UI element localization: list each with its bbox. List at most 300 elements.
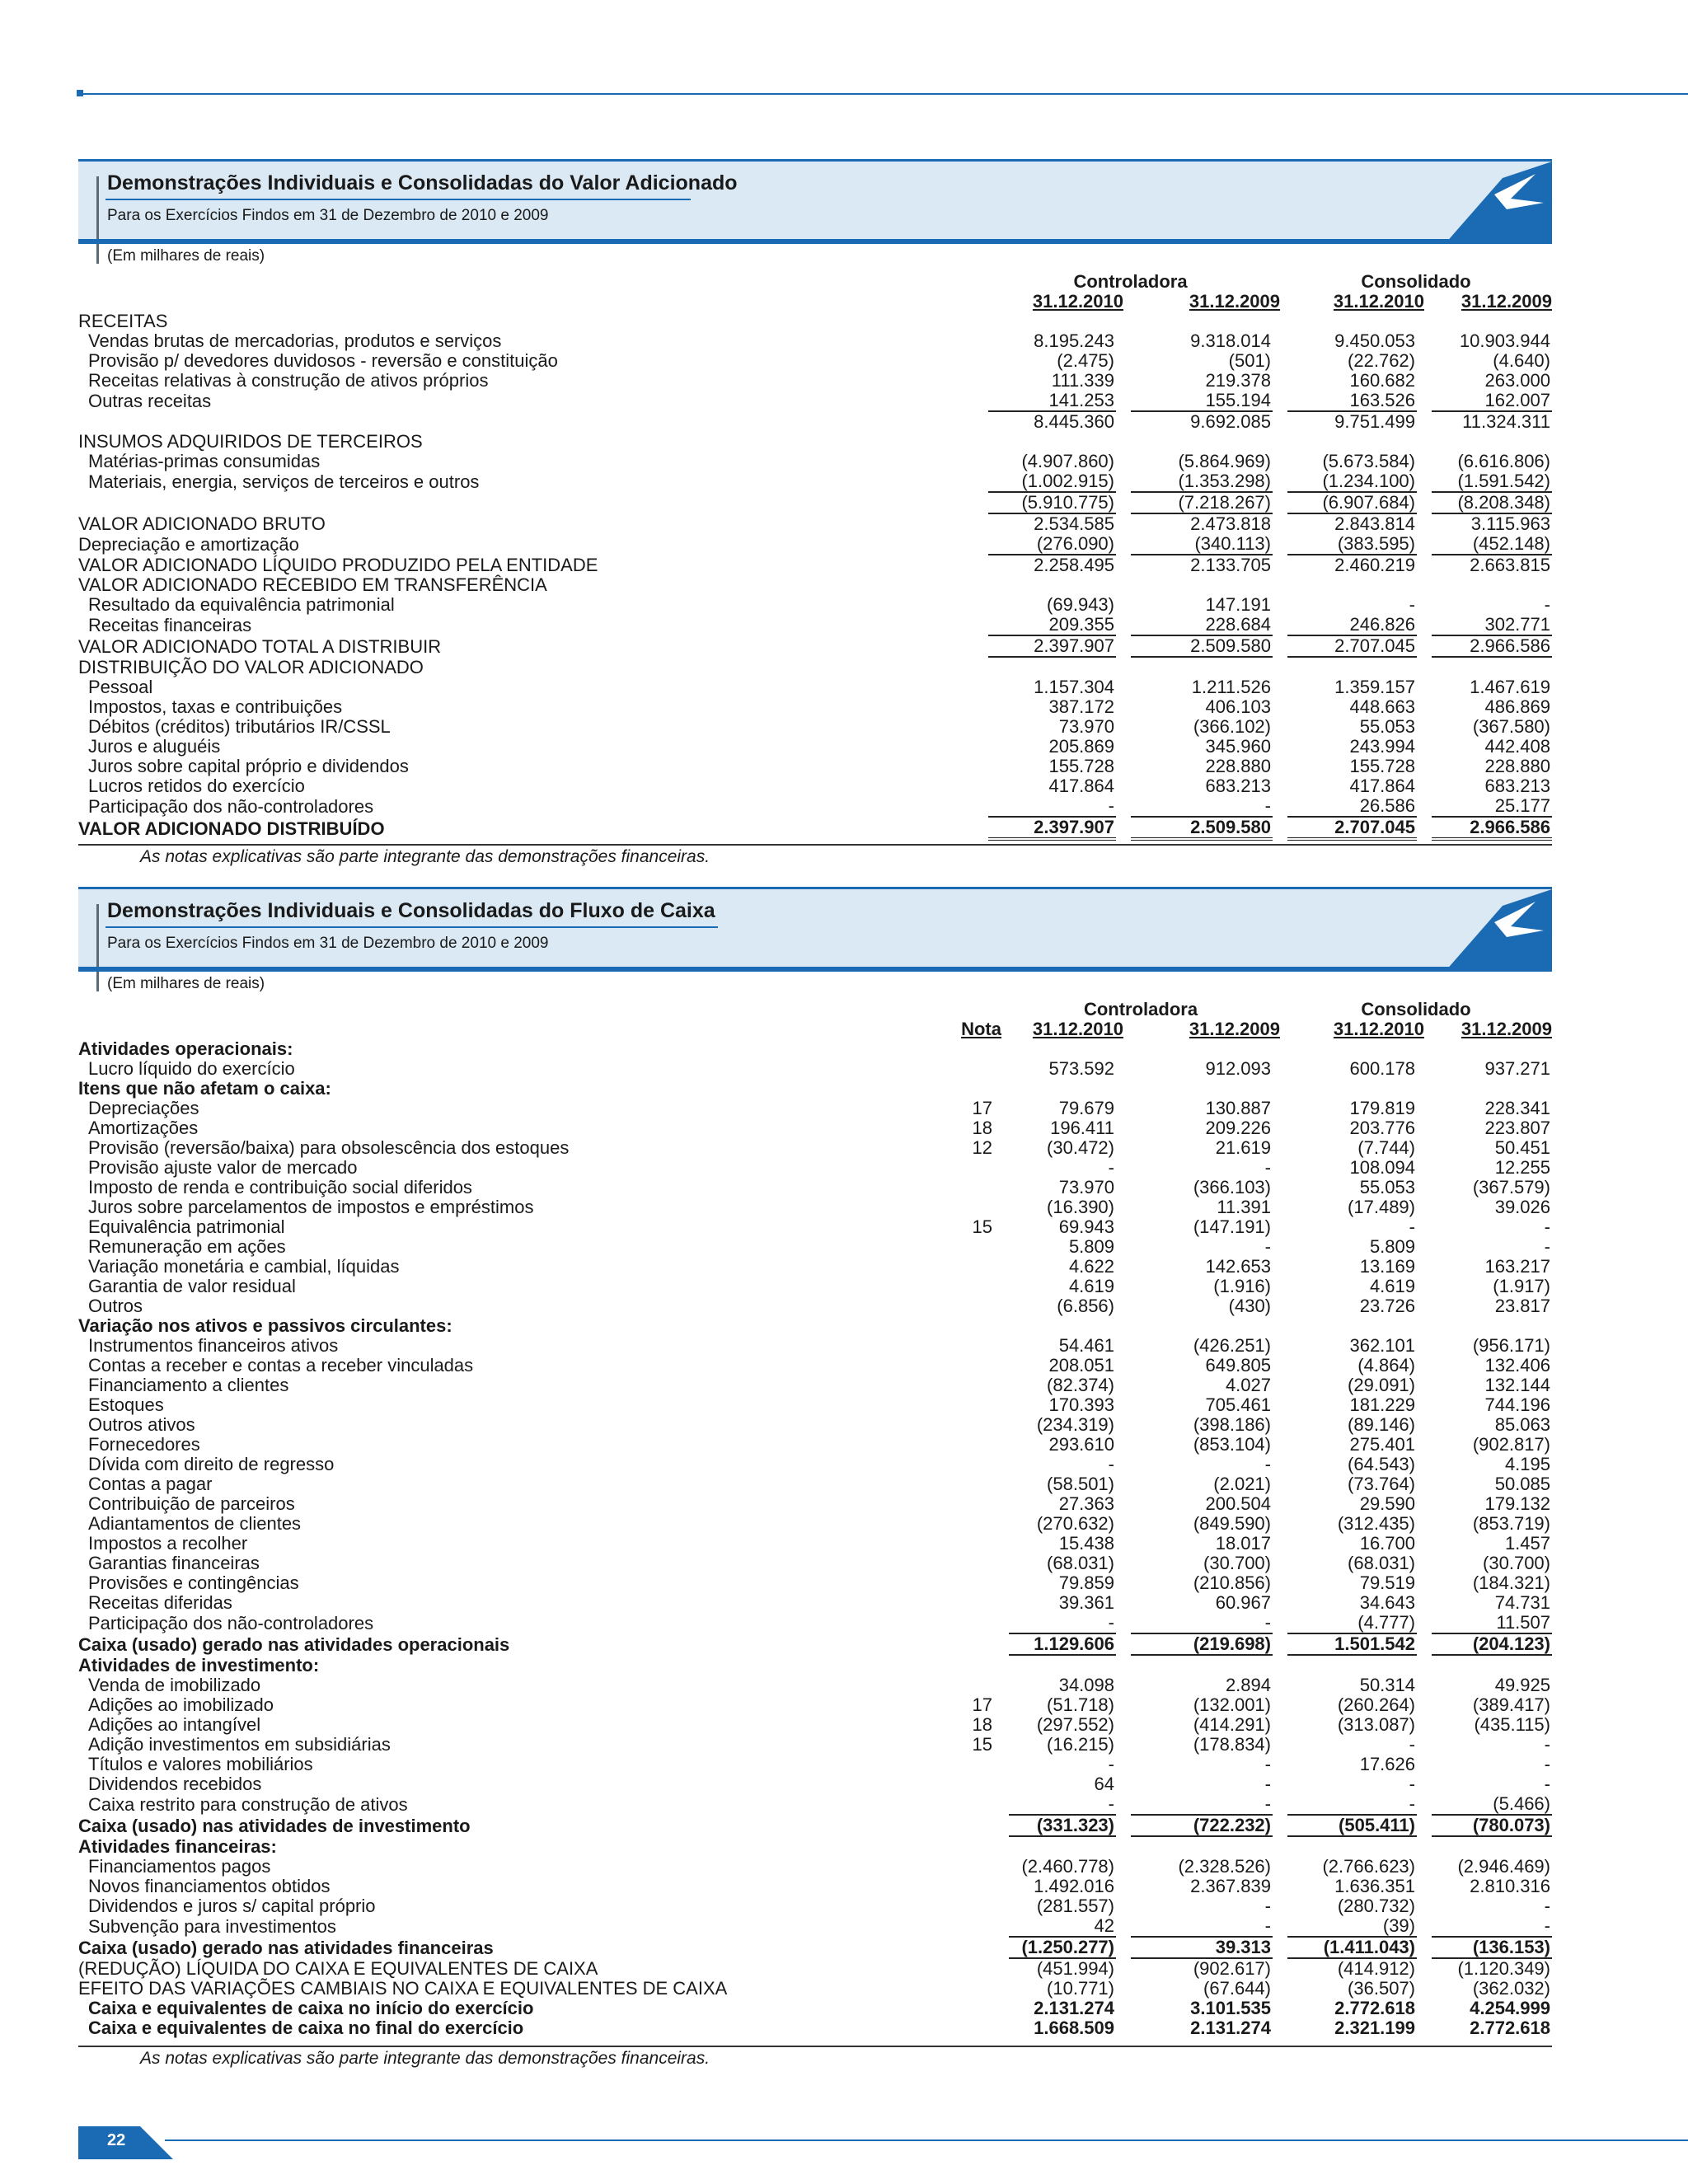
row-label: Provisão ajuste valor de mercado bbox=[88, 1157, 358, 1178]
table-row bbox=[78, 555, 1552, 575]
row-value: - bbox=[1123, 1794, 1280, 1815]
row-value: (132.001) bbox=[1193, 1694, 1271, 1715]
row-value: 160.682 bbox=[1349, 370, 1415, 391]
row-value: 85.063 bbox=[1494, 1414, 1550, 1435]
row-label: VALOR ADICIONADO BRUTO bbox=[78, 513, 326, 534]
row-value: 163.526 bbox=[1280, 391, 1424, 411]
col-header: 31.12.2010 bbox=[1333, 1019, 1424, 1039]
row-value: (270.632) bbox=[1036, 1513, 1114, 1534]
row-nota bbox=[948, 757, 981, 776]
row-value: 79.679 bbox=[1058, 1098, 1114, 1118]
table-row bbox=[78, 1896, 1552, 1916]
row-value: (312.435) bbox=[1337, 1513, 1415, 1534]
row-value: - bbox=[1544, 1896, 1550, 1916]
row-nota bbox=[865, 1857, 1001, 1877]
row-nota bbox=[865, 1613, 1001, 1633]
row-value: 2.473.818 bbox=[1190, 513, 1271, 534]
table-row bbox=[78, 513, 1552, 534]
table-row bbox=[78, 1916, 1552, 1937]
row-label: Remuneração em ações bbox=[88, 1236, 286, 1257]
row-value: (853.719) bbox=[1472, 1513, 1550, 1534]
row-value bbox=[1123, 432, 1280, 452]
row-label: Depreciação e amortização bbox=[78, 534, 299, 555]
row-value: 573.592 bbox=[1048, 1058, 1114, 1079]
row-value: - bbox=[1280, 1794, 1424, 1815]
row-label: Pessoal bbox=[88, 677, 153, 697]
row-value: 1.457 bbox=[1504, 1533, 1550, 1554]
row-value: 1.467.619 bbox=[1470, 677, 1550, 697]
row-value bbox=[981, 312, 1123, 331]
row-value bbox=[1123, 575, 1280, 595]
table-row bbox=[78, 1099, 1552, 1118]
row-value: (2.021) bbox=[1213, 1474, 1271, 1494]
table-row bbox=[78, 312, 1552, 331]
row-value: 79.519 bbox=[1359, 1572, 1415, 1593]
row-value: (5.864.969) bbox=[1178, 451, 1271, 471]
row-value: 60.967 bbox=[1215, 1592, 1271, 1613]
row-nota bbox=[865, 1336, 1001, 1356]
header-bottom-rule bbox=[78, 967, 1552, 972]
row-nota bbox=[948, 737, 981, 757]
row-nota bbox=[865, 1158, 1001, 1178]
row-value: (1.353.298) bbox=[1123, 471, 1280, 492]
table-row bbox=[78, 1554, 1552, 1573]
row-value: 8.195.243 bbox=[1034, 330, 1114, 351]
row-value bbox=[1280, 1039, 1424, 1059]
row-label: Provisão p/ devedores duvidosos - reversão e constituição bbox=[88, 350, 558, 371]
dva-title: Demonstrações Individuais e Consolidadas do Valor Adicionado bbox=[107, 171, 738, 194]
row-value: 11.324.311 bbox=[1462, 411, 1550, 432]
row-value bbox=[1424, 312, 1552, 331]
row-value: - bbox=[1123, 796, 1280, 817]
row-value: 34.643 bbox=[1359, 1592, 1415, 1613]
row-value: 108.094 bbox=[1349, 1157, 1415, 1178]
row-value: 179.819 bbox=[1349, 1098, 1415, 1118]
row-value: (2.766.623) bbox=[1322, 1856, 1415, 1877]
row-value: 2.966.586 bbox=[1424, 635, 1552, 657]
group-consolidado: Consolidado bbox=[1361, 271, 1471, 292]
row-value: 442.408 bbox=[1484, 736, 1550, 757]
row-label: Financiamentos pagos bbox=[88, 1856, 271, 1877]
row-label: Receitas financeiras bbox=[88, 615, 252, 635]
row-value: 29.590 bbox=[1359, 1493, 1415, 1514]
row-nota bbox=[865, 1197, 1001, 1217]
row-value: 2.663.815 bbox=[1470, 555, 1550, 575]
row-value: 111.339 bbox=[1051, 370, 1114, 391]
row-value: 9.318.014 bbox=[1190, 330, 1271, 351]
row-value: (260.264) bbox=[1337, 1694, 1415, 1715]
row-value: 2.397.907 bbox=[981, 635, 1123, 657]
table-row bbox=[78, 534, 1552, 555]
row-value: 2.397.907 bbox=[981, 817, 1123, 839]
row-value: 293.610 bbox=[1048, 1434, 1114, 1455]
row-label: Vendas brutas de mercadorias, produtos e serviços bbox=[88, 330, 502, 351]
top-rule bbox=[78, 93, 1688, 95]
row-value bbox=[1280, 432, 1424, 452]
row-nota: 18 bbox=[972, 1118, 992, 1138]
row-label: Juros sobre capital próprio e dividendos bbox=[88, 756, 409, 776]
row-value: 203.776 bbox=[1349, 1118, 1415, 1138]
row-label: Novos financiamentos obtidos bbox=[88, 1876, 331, 1896]
table-row bbox=[78, 1514, 1552, 1534]
row-value: (69.943) bbox=[1047, 594, 1114, 615]
row-value: 39.361 bbox=[1058, 1592, 1114, 1613]
row-value: 209.226 bbox=[1205, 1118, 1271, 1138]
row-value: (30.700) bbox=[1483, 1553, 1550, 1573]
row-value: (5.466) bbox=[1424, 1794, 1552, 1815]
col-header: 31.12.2009 bbox=[1461, 1019, 1552, 1039]
row-value: 937.271 bbox=[1484, 1058, 1550, 1079]
row-value: (451.994) bbox=[1036, 1958, 1114, 1979]
table-row bbox=[78, 1079, 1552, 1099]
row-value: 2.460.219 bbox=[1334, 555, 1415, 575]
table-row bbox=[78, 1794, 1552, 1815]
row-value: (204.123) bbox=[1424, 1633, 1552, 1655]
row-value: (6.856) bbox=[1057, 1296, 1114, 1316]
row-value: 208.051 bbox=[1048, 1355, 1114, 1376]
row-label: (REDUÇÃO) LÍQUIDA DO CAIXA E EQUIVALENTES DE CAIXA bbox=[78, 1958, 598, 1979]
row-value: - bbox=[1108, 1754, 1114, 1774]
row-value: 649.805 bbox=[1205, 1355, 1271, 1376]
table-row bbox=[78, 1395, 1552, 1415]
row-value: (2.460.778) bbox=[1021, 1856, 1114, 1877]
row-value: (7.744) bbox=[1357, 1137, 1415, 1158]
row-value: 2.509.580 bbox=[1123, 817, 1280, 839]
dfc-header bbox=[78, 887, 1552, 972]
row-label: Instrumentos financeiros ativos bbox=[88, 1335, 339, 1356]
row-value: 205.869 bbox=[1048, 736, 1114, 757]
row-value: 2.772.618 bbox=[1470, 2018, 1550, 2038]
row-label: Participação dos não-controladores bbox=[88, 1613, 374, 1633]
row-value: 705.461 bbox=[1205, 1394, 1271, 1415]
row-value: 683.213 bbox=[1484, 776, 1550, 796]
row-value: - bbox=[1409, 1774, 1415, 1794]
row-nota bbox=[865, 1514, 1001, 1534]
row-label: EFEITO DAS VARIAÇÕES CAMBIAIS NO CAIXA E EQUIVALENTES DE CAIXA bbox=[78, 1978, 728, 1999]
row-nota bbox=[865, 1534, 1001, 1554]
row-value: 79.859 bbox=[1058, 1572, 1114, 1593]
row-value: - bbox=[981, 796, 1123, 817]
row-value: (331.323) bbox=[1001, 1815, 1123, 1836]
row-label: Venda de imobilizado bbox=[88, 1675, 261, 1695]
row-value: 1.492.016 bbox=[1034, 1876, 1114, 1896]
row-value: (67.644) bbox=[1203, 1978, 1271, 1999]
row-value: 5.809 bbox=[1068, 1236, 1114, 1257]
row-value: (147.191) bbox=[1193, 1216, 1271, 1237]
row-label: Itens que não afetam o caixa: bbox=[78, 1078, 331, 1099]
row-value: (367.580) bbox=[1472, 716, 1550, 737]
row-nota bbox=[948, 312, 981, 331]
table-row bbox=[78, 1138, 1552, 1158]
table-row bbox=[78, 1415, 1552, 1435]
row-value bbox=[1424, 1655, 1552, 1675]
row-value: (36.507) bbox=[1348, 1978, 1415, 1999]
row-label: Amortizações bbox=[88, 1118, 199, 1138]
row-label: Adição investimentos em subsidiárias bbox=[88, 1734, 391, 1755]
row-value: 4.619 bbox=[1068, 1276, 1114, 1296]
row-value: 3.115.963 bbox=[1470, 513, 1550, 534]
table-row bbox=[78, 1633, 1552, 1655]
row-value: (430) bbox=[1228, 1296, 1271, 1316]
row-value: (853.104) bbox=[1193, 1434, 1271, 1455]
row-label: Impostos a recolher bbox=[88, 1533, 248, 1554]
row-value: (1.120.349) bbox=[1457, 1958, 1550, 1979]
row-value: 3.101.535 bbox=[1190, 1998, 1271, 2018]
dfc-footnote: As notas explicativas são parte integrante das demonstrações financeiras. bbox=[140, 2049, 710, 2068]
row-value: 162.007 bbox=[1424, 391, 1552, 411]
row-label: Variação nos ativos e passivos circulantes: bbox=[78, 1315, 452, 1336]
row-nota bbox=[865, 1877, 1001, 1896]
table-row bbox=[78, 1494, 1552, 1514]
row-value: 406.103 bbox=[1205, 696, 1271, 717]
row-value: (5.910.775) bbox=[981, 492, 1123, 513]
row-value: 417.864 bbox=[1349, 776, 1415, 796]
row-label: Fornecedores bbox=[88, 1434, 200, 1455]
row-nota bbox=[948, 513, 981, 534]
row-value: 18.017 bbox=[1215, 1533, 1271, 1554]
row-value: (89.146) bbox=[1348, 1414, 1415, 1435]
row-value: 744.196 bbox=[1484, 1394, 1550, 1415]
row-value: 42 bbox=[1001, 1916, 1123, 1937]
row-value: 39.313 bbox=[1123, 1937, 1280, 1958]
row-value: 179.132 bbox=[1484, 1493, 1550, 1514]
table-row bbox=[78, 1217, 1552, 1237]
row-nota bbox=[865, 1916, 1001, 1937]
row-value bbox=[1123, 1039, 1280, 1059]
row-value bbox=[1424, 1039, 1552, 1059]
row-nota bbox=[948, 391, 981, 411]
row-value: 263.000 bbox=[1484, 370, 1550, 391]
row-label: Caixa e equivalentes de caixa no início do exercício bbox=[88, 1998, 534, 2018]
table-row bbox=[78, 677, 1552, 697]
row-nota bbox=[865, 1039, 1001, 1059]
row-nota bbox=[865, 2018, 1001, 2038]
row-value: (68.031) bbox=[1348, 1553, 1415, 1573]
row-label: Resultado da equivalência patrimonial bbox=[88, 594, 395, 615]
dva-header bbox=[78, 159, 1552, 244]
row-value: 4.622 bbox=[1068, 1256, 1114, 1277]
page-number: 22 bbox=[107, 2131, 126, 2149]
table-row bbox=[78, 2018, 1552, 2038]
row-nota bbox=[865, 1774, 1001, 1794]
row-value: 2.131.274 bbox=[1034, 1998, 1114, 2018]
row-value: (30.472) bbox=[1047, 1137, 1114, 1158]
dva-end-rule bbox=[78, 844, 1552, 846]
row-value: 4.254.999 bbox=[1470, 1998, 1550, 2018]
nota-header: Nota bbox=[961, 1019, 1001, 1039]
row-value: (184.321) bbox=[1472, 1572, 1550, 1593]
row-value: (362.032) bbox=[1472, 1978, 1550, 1999]
table-row bbox=[78, 1593, 1552, 1613]
row-value: (452.148) bbox=[1424, 534, 1552, 555]
row-value: (780.073) bbox=[1424, 1815, 1552, 1836]
row-nota bbox=[865, 1794, 1001, 1815]
row-value: (366.102) bbox=[1193, 716, 1271, 737]
table-row bbox=[78, 1937, 1552, 1958]
row-label: Caixa (usado) nas atividades de investimento bbox=[78, 1816, 471, 1836]
row-value: (414.291) bbox=[1193, 1714, 1271, 1735]
table-row bbox=[78, 1435, 1552, 1455]
row-value bbox=[1001, 1316, 1123, 1336]
row-label: Atividades de investimento: bbox=[78, 1655, 320, 1675]
row-value: (366.103) bbox=[1193, 1177, 1271, 1197]
group-consolidado: Consolidado bbox=[1361, 999, 1471, 1019]
row-value: (1.917) bbox=[1493, 1276, 1550, 1296]
row-nota bbox=[948, 677, 981, 697]
row-value: 228.684 bbox=[1123, 615, 1280, 635]
row-nota: 12 bbox=[972, 1137, 992, 1158]
row-nota: 15 bbox=[972, 1734, 992, 1755]
row-nota bbox=[948, 471, 981, 492]
row-value: 387.172 bbox=[1048, 696, 1114, 717]
row-value: 34.098 bbox=[1058, 1675, 1114, 1695]
row-value: 600.178 bbox=[1349, 1058, 1415, 1079]
row-value bbox=[1424, 1316, 1552, 1336]
table-row bbox=[78, 1296, 1552, 1316]
row-value: 219.378 bbox=[1205, 370, 1271, 391]
table-row bbox=[78, 1735, 1552, 1755]
row-value: (17.489) bbox=[1348, 1197, 1415, 1217]
row-label: Depreciações bbox=[88, 1098, 199, 1118]
row-value: - bbox=[1544, 594, 1550, 615]
table-row bbox=[78, 1118, 1552, 1138]
row-nota bbox=[948, 492, 981, 513]
row-nota bbox=[948, 817, 981, 839]
row-value bbox=[1001, 1836, 1123, 1857]
row-nota bbox=[948, 697, 981, 717]
row-label: Impostos, taxas e contribuições bbox=[88, 696, 343, 717]
row-value bbox=[1280, 1316, 1424, 1336]
row-value bbox=[1123, 1079, 1280, 1099]
row-value: (389.417) bbox=[1472, 1694, 1550, 1715]
row-value: - bbox=[1001, 1794, 1123, 1815]
row-value: 15.438 bbox=[1058, 1533, 1114, 1554]
row-label: Caixa (usado) gerado nas atividades operacionais bbox=[78, 1634, 510, 1655]
row-value: 17.626 bbox=[1359, 1754, 1415, 1774]
row-value: (210.856) bbox=[1193, 1572, 1271, 1593]
bottom-rule bbox=[165, 2139, 1688, 2141]
row-value: (7.218.267) bbox=[1123, 492, 1280, 513]
row-label: Adições ao imobilizado bbox=[88, 1694, 274, 1715]
row-value: - bbox=[1123, 1916, 1280, 1937]
row-nota bbox=[865, 1415, 1001, 1435]
row-nota bbox=[865, 1937, 1001, 1958]
row-value: 16.700 bbox=[1359, 1533, 1415, 1554]
row-value: 23.817 bbox=[1494, 1296, 1550, 1316]
table-row bbox=[78, 1197, 1552, 1217]
row-label: Atividades financeiras: bbox=[78, 1836, 277, 1857]
row-label: Débitos (créditos) tributários IR/CSSL bbox=[88, 716, 391, 737]
table-row bbox=[78, 737, 1552, 757]
row-nota: 17 bbox=[972, 1098, 992, 1118]
row-value bbox=[981, 432, 1123, 452]
row-nota bbox=[865, 1755, 1001, 1774]
units-bar bbox=[96, 973, 99, 991]
row-value: 200.504 bbox=[1205, 1493, 1271, 1514]
row-label: INSUMOS ADQUIRIDOS DE TERCEIROS bbox=[78, 431, 423, 452]
row-value: (1.916) bbox=[1213, 1276, 1271, 1296]
row-value: 10.903.944 bbox=[1459, 330, 1550, 351]
row-value: 209.355 bbox=[981, 615, 1123, 635]
row-value: - bbox=[1001, 1613, 1123, 1633]
col-header: 31.12.2009 bbox=[1189, 1019, 1280, 1039]
row-nota bbox=[865, 1178, 1001, 1197]
row-label: Dívida com direito de regresso bbox=[88, 1454, 335, 1474]
title-underline bbox=[106, 199, 691, 200]
row-value: (849.590) bbox=[1193, 1513, 1271, 1534]
row-nota bbox=[948, 796, 981, 817]
row-label: Outros bbox=[88, 1296, 143, 1316]
row-nota bbox=[948, 717, 981, 737]
row-label: Títulos e valores mobiliários bbox=[88, 1754, 313, 1774]
row-value: 2.707.045 bbox=[1280, 817, 1424, 839]
row-value: 73.970 bbox=[1058, 1177, 1114, 1197]
row-nota bbox=[865, 1257, 1001, 1277]
row-value: 74.731 bbox=[1494, 1592, 1550, 1613]
row-value: (178.834) bbox=[1193, 1734, 1271, 1755]
row-value: 130.887 bbox=[1205, 1098, 1271, 1118]
row-value: 8.445.360 bbox=[1034, 411, 1114, 432]
row-value bbox=[1280, 657, 1424, 677]
table-row bbox=[78, 817, 1552, 839]
row-value: 142.653 bbox=[1205, 1256, 1271, 1277]
row-nota bbox=[865, 1395, 1001, 1415]
col-header: 31.12.2009 bbox=[1461, 291, 1552, 312]
table-row bbox=[78, 776, 1552, 796]
row-nota bbox=[865, 1474, 1001, 1494]
table-row bbox=[78, 351, 1552, 371]
table-row bbox=[78, 1675, 1552, 1695]
row-value: 1.129.606 bbox=[1001, 1633, 1123, 1655]
dfc-table bbox=[78, 1000, 1552, 2038]
row-nota bbox=[948, 595, 981, 615]
table-row bbox=[78, 1979, 1552, 1999]
row-label: Equivalência patrimonial bbox=[88, 1216, 285, 1237]
table-row bbox=[78, 1039, 1552, 1059]
row-value: (68.031) bbox=[1047, 1553, 1114, 1573]
row-value: 147.191 bbox=[1205, 594, 1271, 615]
row-value bbox=[1123, 1316, 1280, 1336]
table-row bbox=[78, 331, 1552, 351]
row-nota bbox=[948, 657, 981, 677]
table-row bbox=[78, 1376, 1552, 1395]
row-value: (340.113) bbox=[1123, 534, 1280, 555]
table-row bbox=[78, 1356, 1552, 1376]
table-row bbox=[78, 432, 1552, 452]
row-nota bbox=[865, 1316, 1001, 1336]
row-label: Juros e aluguéis bbox=[88, 736, 221, 757]
units-bar bbox=[96, 246, 99, 264]
row-value bbox=[1123, 1655, 1280, 1675]
row-nota bbox=[865, 1237, 1001, 1257]
row-nota bbox=[865, 1896, 1001, 1916]
table-row bbox=[78, 1158, 1552, 1178]
row-nota: 15 bbox=[972, 1216, 992, 1237]
row-value: 170.393 bbox=[1048, 1394, 1114, 1415]
row-value: 448.663 bbox=[1349, 696, 1415, 717]
table-row bbox=[78, 1613, 1552, 1633]
row-value bbox=[1123, 312, 1280, 331]
row-value: - bbox=[1123, 1613, 1280, 1633]
table-row bbox=[78, 595, 1552, 615]
row-value bbox=[1280, 1079, 1424, 1099]
row-nota bbox=[948, 635, 981, 657]
table-row bbox=[78, 1316, 1552, 1336]
table-row bbox=[78, 1534, 1552, 1554]
row-nota bbox=[865, 1554, 1001, 1573]
row-nota bbox=[865, 1079, 1001, 1099]
row-value: (281.557) bbox=[1036, 1896, 1114, 1916]
